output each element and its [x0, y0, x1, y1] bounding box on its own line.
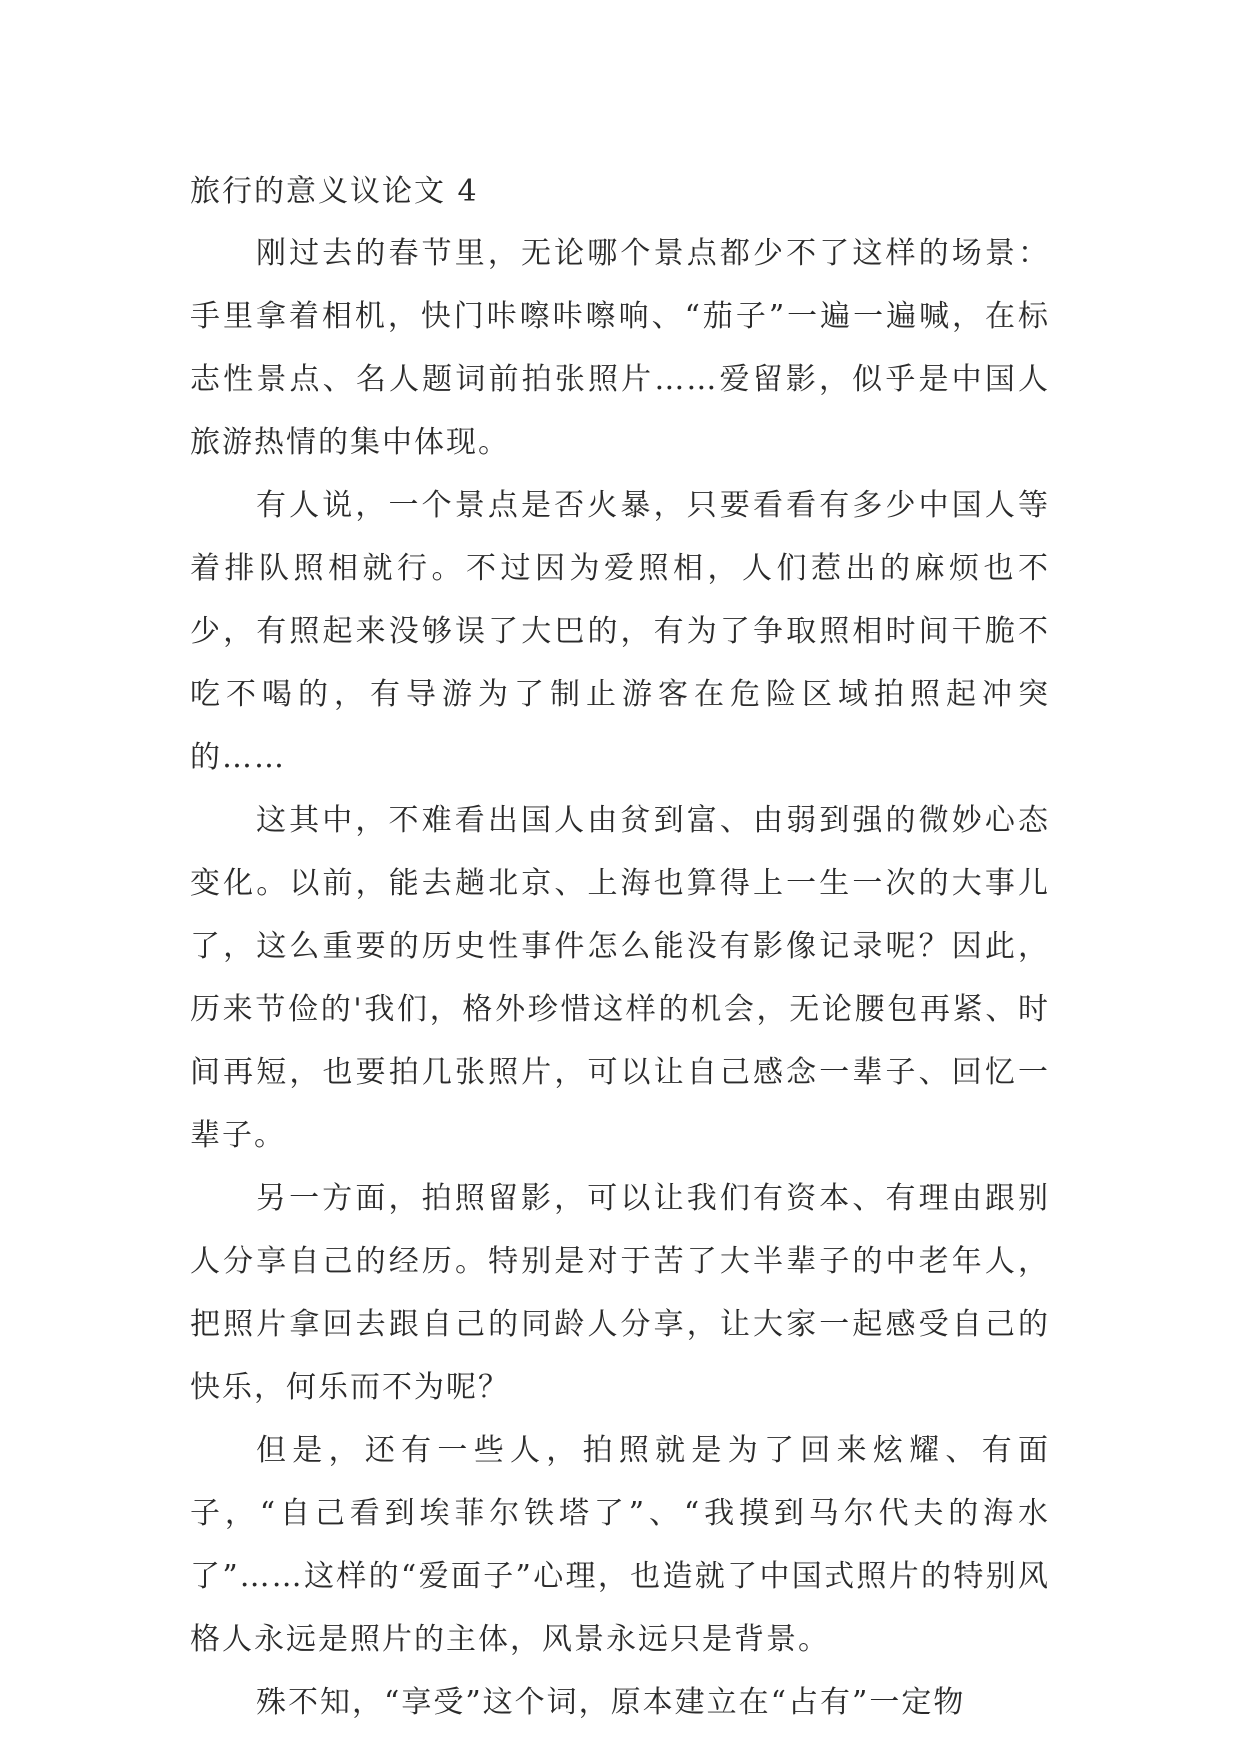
document-title: 旅行的意义议论文 4: [190, 174, 479, 209]
paragraph-5: 但是，还有一些人，拍照就是为了回来炫耀、有面子，“自己看到埃菲尔铁塔了”、“我摸到马尔代夫的海水了”……这样的“爱面子”心理，也造就了中国式照片的特别风格人永远是照片的主体，风景永远只是背景。: [190, 1433, 1050, 1657]
paragraph-2: 有人说，一个景点是否火暴，只要看看有多少中国人等着排队照相就行。不过因为爱照相，人们惹出的麻烦也不少，有照起来没够误了大巴的，有为了争取照相时间干脆不吃不喝的，有导游为了制止游客在危险区域拍照起冲突的……: [190, 488, 1050, 775]
paragraph-1: 刚过去的春节里，无论哪个景点都少不了这样的场景：手里拿着相机，快门咔嚓咔嚓响、“茄子”一遍一遍喊，在标志性景点、名人题词前拍张照片……爱留影，似乎是中国人旅游热情的集中体现。: [190, 236, 1050, 460]
paragraph-3: 这其中，不难看出国人由贫到富、由弱到强的微妙心态变化。以前，能去趟北京、上海也算得上一生一次的大事儿了，这么重要的历史性事件怎么能没有影像记录呢？因此，历来节俭的'我们，格外珍惜这样的机会，无论腰包再紧、时间再短，也要拍几张照片，可以让自己感念一辈子、回忆一辈子。: [190, 803, 1050, 1153]
document-body: [190, 162, 1050, 1734]
paragraph-6: 殊不知，“享受”这个词，原本建立在“占有”一定物: [256, 1685, 966, 1720]
paragraph-4: 另一方面，拍照留影，可以让我们有资本、有理由跟别人分享自己的经历。特别是对于苦了大半辈子的中老年人，把照片拿回去跟自己的同龄人分享，让大家一起感受自己的快乐，何乐而不为呢？: [190, 1181, 1050, 1405]
